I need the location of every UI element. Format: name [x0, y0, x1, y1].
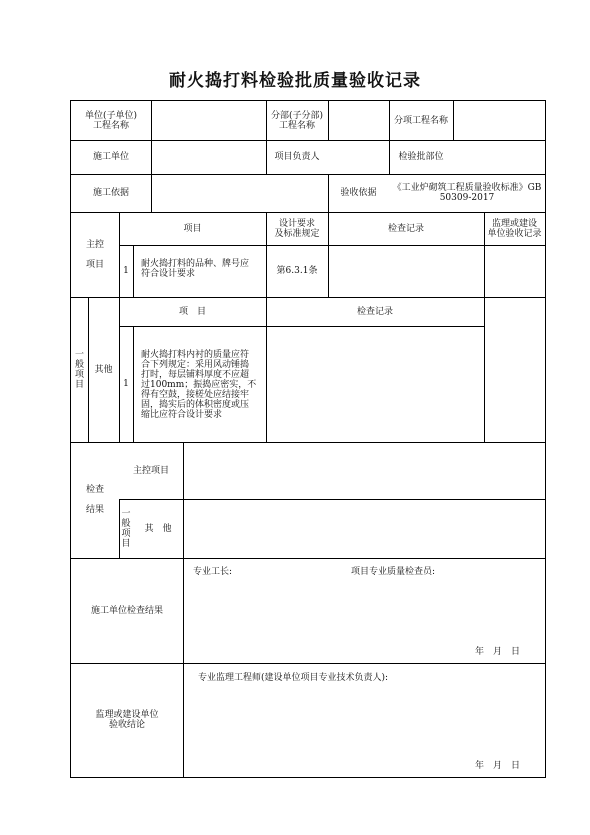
general-item-text: 耐火捣打料内衬的质量应符 合下列规定：采用风动锤捣 打时，每层铺料厚度不应超 过100mm；振捣应密实，不 得有空鼓，接槎处应结接牢 固，捣实后的体积密度或压 缩比应符合设计要求 — [141, 350, 257, 420]
result-general-label: 一 般 项 目 — [121, 508, 131, 549]
col-divider — [133, 326, 134, 442]
inspection-record-header: 检查记录 — [387, 223, 424, 234]
general-other-label: 其他 — [94, 364, 113, 375]
general-items-section-label: 一 般 项 目 — [74, 349, 84, 390]
general-item-header: 项 目 — [178, 306, 206, 317]
supervision-conclusion-label: 监理或建设单位 验收结论 — [95, 710, 159, 730]
acceptance-basis-value: 《工业炉砌筑工程质量验收标准》GB 50309-2017 — [392, 183, 542, 203]
project-manager-label: 项目负责人 — [274, 152, 320, 162]
main-control-section-label: 主控 项目 — [85, 239, 104, 270]
quality-inspector-signature-label: 项目专业质量检查员: — [351, 567, 436, 577]
construction-check-label: 施工单位检查结果 — [90, 605, 163, 616]
acceptance-basis-label: 验收依据 — [340, 188, 377, 198]
main-control-item-text: 耐火捣打料的品种、牌号应 符合设计要求 — [141, 259, 250, 279]
supervisor-acceptance-header: 监理或建设 单位验收记录 — [487, 218, 542, 239]
inspection-result-label — [71, 442, 119, 558]
supervising-engineer-signature-label: 专业监理工程师(建设单位项目专业技术负责人): — [198, 673, 389, 683]
col-divider — [151, 101, 152, 212]
construction-check-date: 年 月 日 — [475, 647, 521, 657]
col-divider — [453, 101, 454, 140]
supervision-date: 年 月 日 — [475, 761, 521, 771]
main-control-standard-clause: 第6.3.1条 — [276, 266, 318, 276]
unit-project-name-label: 单位(子单位) 工程名称 — [84, 110, 138, 131]
col-divider — [183, 558, 184, 777]
row-divider — [119, 245, 545, 246]
batch-part-label: 检验批部位 — [398, 152, 444, 162]
col-divider — [484, 297, 485, 442]
general-record-header: 检查记录 — [356, 306, 393, 317]
sub-project-name-label: 分部(子分部) 工程名称 — [270, 110, 324, 131]
page-title: 耐火捣打料检验批质量验收记录 — [169, 71, 421, 91]
result-main-control-label: 主控项目 — [132, 465, 169, 476]
design-standard-header: 设计要求 及标准规定 — [274, 218, 320, 239]
acceptance-record-table — [70, 100, 546, 778]
col-divider — [328, 101, 329, 140]
col-divider — [133, 245, 134, 297]
foreman-signature-label: 专业工长: — [193, 567, 233, 577]
col-divider — [183, 442, 184, 558]
result-other-label: 其 他 — [144, 523, 172, 534]
construction-unit-label: 施工单位 — [92, 152, 129, 162]
result-label-line: 检查 — [85, 485, 104, 495]
row-divider — [119, 326, 484, 327]
result-label-line: 结果 — [85, 505, 104, 515]
general-row-number: 1 — [123, 379, 129, 389]
item-project-name-label: 分项工程名称 — [393, 115, 448, 126]
main-control-item-header: 项目 — [183, 223, 202, 234]
construction-basis-label: 施工依据 — [92, 188, 129, 198]
main-control-row-number: 1 — [123, 266, 129, 276]
